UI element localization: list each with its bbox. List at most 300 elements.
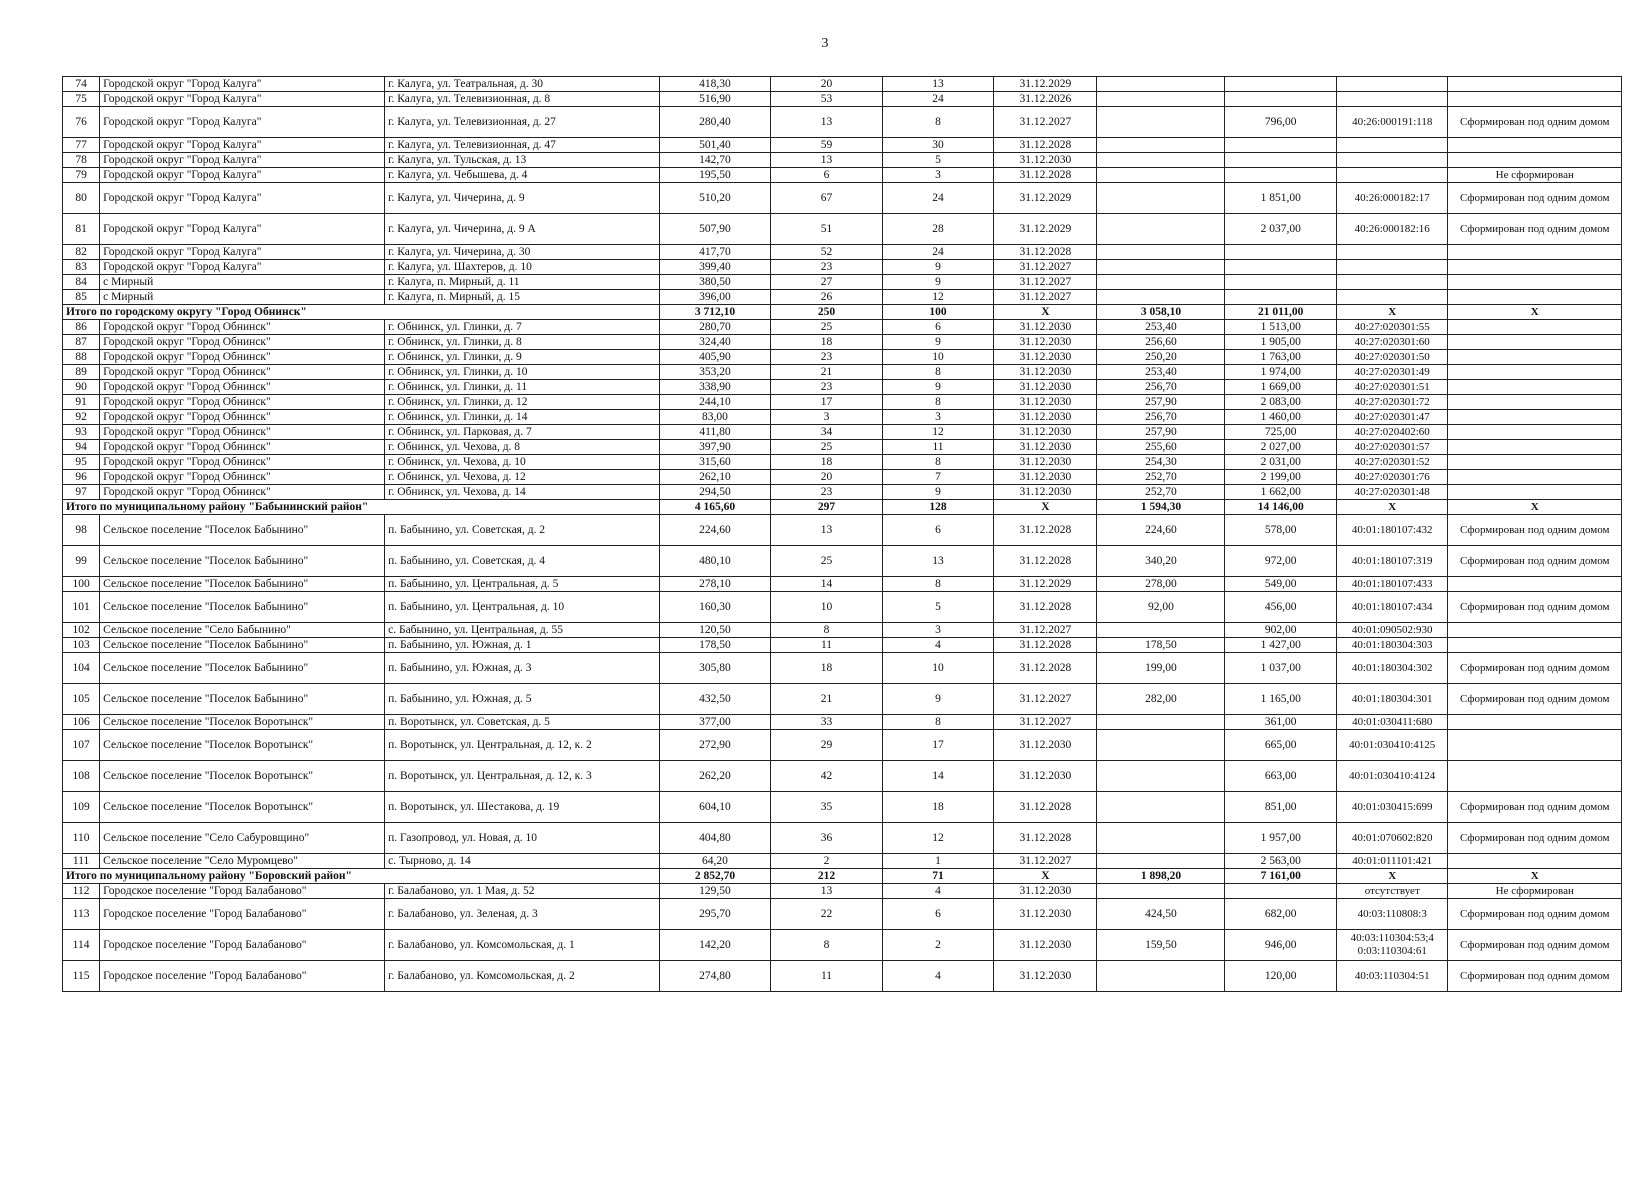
date-cell: 31.12.2030 bbox=[994, 961, 1097, 992]
flats-cell: 9 bbox=[882, 335, 994, 350]
area2-cell: 257,90 bbox=[1097, 395, 1225, 410]
table-row bbox=[63, 425, 1622, 440]
area-cell: 83,00 bbox=[659, 410, 771, 425]
row-number: 79 bbox=[63, 168, 100, 183]
residents-cell: 26 bbox=[771, 290, 883, 305]
address-cell: г. Балабаново, ул. Комсомольская, д. 1 bbox=[385, 930, 660, 961]
area-cell: 4 165,60 bbox=[659, 500, 771, 515]
municipality-cell: Городской округ "Город Калуга" bbox=[100, 260, 385, 275]
cadastral-cell: X bbox=[1336, 305, 1448, 320]
table-row bbox=[63, 715, 1622, 730]
table-row bbox=[63, 485, 1622, 500]
cadastral-cell: 40:01:090502:930 bbox=[1336, 623, 1448, 638]
cadastral-cell: 40:26:000182:16 bbox=[1336, 214, 1448, 245]
address-cell: г. Обнинск, ул. Глинки, д. 7 bbox=[385, 320, 660, 335]
total-row bbox=[63, 305, 1622, 320]
municipality-cell: Сельское поселение "Поселок Воротынск" bbox=[100, 715, 385, 730]
cadastral-cell bbox=[1336, 77, 1448, 92]
row-number: 86 bbox=[63, 320, 100, 335]
date-cell: 31.12.2030 bbox=[994, 320, 1097, 335]
date-cell: 31.12.2027 bbox=[994, 260, 1097, 275]
residents-cell: 297 bbox=[771, 500, 883, 515]
cadastral-cell: 40:26:000182:17 bbox=[1336, 183, 1448, 214]
area-cell: 338,90 bbox=[659, 380, 771, 395]
area2-cell: 424,50 bbox=[1097, 899, 1225, 930]
address-cell: г. Калуга, ул. Телевизионная, д. 27 bbox=[385, 107, 660, 138]
land-area-cell: 972,00 bbox=[1225, 546, 1337, 577]
date-cell: 31.12.2029 bbox=[994, 77, 1097, 92]
total-label: Итого по муниципальному району "Бабынинский район" bbox=[63, 500, 660, 515]
date-cell: X bbox=[994, 305, 1097, 320]
residents-cell: 23 bbox=[771, 380, 883, 395]
row-number: 108 bbox=[63, 761, 100, 792]
cadastral-cell: 40:01:180107:319 bbox=[1336, 546, 1448, 577]
area2-cell: 199,00 bbox=[1097, 653, 1225, 684]
address-cell: г. Калуга, ул. Чичерина, д. 9 bbox=[385, 183, 660, 214]
area2-cell bbox=[1097, 214, 1225, 245]
land-area-cell: 2 027,00 bbox=[1225, 440, 1337, 455]
total-row bbox=[63, 500, 1622, 515]
area2-cell bbox=[1097, 792, 1225, 823]
date-cell: 31.12.2030 bbox=[994, 350, 1097, 365]
area-cell: 294,50 bbox=[659, 485, 771, 500]
residents-cell: 25 bbox=[771, 546, 883, 577]
area-cell: 262,20 bbox=[659, 761, 771, 792]
address-cell: г. Обнинск, ул. Чехова, д. 12 bbox=[385, 470, 660, 485]
residents-cell: 8 bbox=[771, 623, 883, 638]
cadastral-cell bbox=[1336, 275, 1448, 290]
residents-cell: 2 bbox=[771, 854, 883, 869]
residents-cell: 3 bbox=[771, 410, 883, 425]
residents-cell: 11 bbox=[771, 961, 883, 992]
row-number: 104 bbox=[63, 653, 100, 684]
municipality-cell: с Мирный bbox=[100, 275, 385, 290]
municipality-cell: Сельское поселение "Поселок Воротынск" bbox=[100, 730, 385, 761]
address-cell: п. Бабынино, ул. Южная, д. 5 bbox=[385, 684, 660, 715]
table-row bbox=[63, 792, 1622, 823]
row-number: 81 bbox=[63, 214, 100, 245]
status-cell bbox=[1448, 715, 1622, 730]
municipality-cell: Городской округ "Город Калуга" bbox=[100, 77, 385, 92]
date-cell: X bbox=[994, 500, 1097, 515]
cadastral-cell: 40:01:030410:4124 bbox=[1336, 761, 1448, 792]
residents-cell: 8 bbox=[771, 930, 883, 961]
row-number: 95 bbox=[63, 455, 100, 470]
land-area-cell: 1 662,00 bbox=[1225, 485, 1337, 500]
area-cell: 224,60 bbox=[659, 515, 771, 546]
row-number: 101 bbox=[63, 592, 100, 623]
area-cell: 404,80 bbox=[659, 823, 771, 854]
residents-cell: 10 bbox=[771, 592, 883, 623]
land-area-cell: 549,00 bbox=[1225, 577, 1337, 592]
cadastral-cell: 40:27:020301:50 bbox=[1336, 350, 1448, 365]
land-area-cell bbox=[1225, 138, 1337, 153]
status-cell: Сформирован под одним домом bbox=[1448, 515, 1622, 546]
flats-cell: 3 bbox=[882, 623, 994, 638]
status-cell bbox=[1448, 638, 1622, 653]
table-body bbox=[63, 77, 1622, 992]
flats-cell: 6 bbox=[882, 515, 994, 546]
date-cell: 31.12.2027 bbox=[994, 623, 1097, 638]
land-area-cell: 1 427,00 bbox=[1225, 638, 1337, 653]
address-cell: г. Калуга, ул. Театральная, д. 30 bbox=[385, 77, 660, 92]
flats-cell: 14 bbox=[882, 761, 994, 792]
date-cell: 31.12.2027 bbox=[994, 290, 1097, 305]
row-number: 77 bbox=[63, 138, 100, 153]
municipality-cell: Сельское поселение "Село Бабынино" bbox=[100, 623, 385, 638]
area-cell: 516,90 bbox=[659, 92, 771, 107]
address-cell: г. Обнинск, ул. Глинки, д. 9 bbox=[385, 350, 660, 365]
address-cell: г. Обнинск, ул. Глинки, д. 8 bbox=[385, 335, 660, 350]
housing-table bbox=[62, 76, 1622, 992]
area-cell: 142,20 bbox=[659, 930, 771, 961]
table-row bbox=[63, 107, 1622, 138]
total-label: Итого по городскому округу "Город Обнинск" bbox=[63, 305, 660, 320]
area-cell: 160,30 bbox=[659, 592, 771, 623]
area-cell: 432,50 bbox=[659, 684, 771, 715]
cadastral-cell: 40:27:020301:52 bbox=[1336, 455, 1448, 470]
residents-cell: 18 bbox=[771, 335, 883, 350]
area2-cell bbox=[1097, 761, 1225, 792]
area-cell: 244,10 bbox=[659, 395, 771, 410]
flats-cell: 8 bbox=[882, 365, 994, 380]
address-cell: г. Калуга, п. Мирный, д. 15 bbox=[385, 290, 660, 305]
land-area-cell: 902,00 bbox=[1225, 623, 1337, 638]
date-cell: 31.12.2027 bbox=[994, 684, 1097, 715]
table-row bbox=[63, 290, 1622, 305]
land-area-cell: 1 165,00 bbox=[1225, 684, 1337, 715]
municipality-cell: Городской округ "Город Обнинск" bbox=[100, 365, 385, 380]
land-area-cell: 1 460,00 bbox=[1225, 410, 1337, 425]
row-number: 105 bbox=[63, 684, 100, 715]
address-cell: с. Тырново, д. 14 bbox=[385, 854, 660, 869]
municipality-cell: Городской округ "Город Калуга" bbox=[100, 107, 385, 138]
date-cell: 31.12.2028 bbox=[994, 638, 1097, 653]
municipality-cell: Сельское поселение "Поселок Воротынск" bbox=[100, 761, 385, 792]
row-number: 113 bbox=[63, 899, 100, 930]
date-cell: 31.12.2028 bbox=[994, 138, 1097, 153]
municipality-cell: с Мирный bbox=[100, 290, 385, 305]
land-area-cell bbox=[1225, 245, 1337, 260]
residents-cell: 23 bbox=[771, 260, 883, 275]
area-cell: 604,10 bbox=[659, 792, 771, 823]
residents-cell: 20 bbox=[771, 470, 883, 485]
flats-cell: 9 bbox=[882, 380, 994, 395]
row-number: 102 bbox=[63, 623, 100, 638]
residents-cell: 23 bbox=[771, 485, 883, 500]
residents-cell: 52 bbox=[771, 245, 883, 260]
address-cell: п. Бабынино, ул. Южная, д. 1 bbox=[385, 638, 660, 653]
address-cell: г. Калуга, ул. Тульская, д. 13 bbox=[385, 153, 660, 168]
address-cell: п. Бабынино, ул. Южная, д. 3 bbox=[385, 653, 660, 684]
municipality-cell: Городской округ "Город Калуга" bbox=[100, 168, 385, 183]
date-cell: 31.12.2030 bbox=[994, 425, 1097, 440]
row-number: 84 bbox=[63, 275, 100, 290]
area2-cell: 282,00 bbox=[1097, 684, 1225, 715]
municipality-cell: Городской округ "Город Калуга" bbox=[100, 183, 385, 214]
land-area-cell: 725,00 bbox=[1225, 425, 1337, 440]
land-area-cell: 1 669,00 bbox=[1225, 380, 1337, 395]
address-cell: п. Воротынск, ул. Шестакова, д. 19 bbox=[385, 792, 660, 823]
cadastral-cell: 40:01:180304:301 bbox=[1336, 684, 1448, 715]
municipality-cell: Городской округ "Город Обнинск" bbox=[100, 335, 385, 350]
flats-cell: 30 bbox=[882, 138, 994, 153]
municipality-cell: Городской округ "Город Обнинск" bbox=[100, 485, 385, 500]
land-area-cell bbox=[1225, 77, 1337, 92]
cadastral-cell: 40:01:030411:680 bbox=[1336, 715, 1448, 730]
flats-cell: 9 bbox=[882, 275, 994, 290]
address-cell: г. Балабаново, ул. Комсомольская, д. 2 bbox=[385, 961, 660, 992]
land-area-cell bbox=[1225, 92, 1337, 107]
area-cell: 411,80 bbox=[659, 425, 771, 440]
date-cell: 31.12.2028 bbox=[994, 592, 1097, 623]
table-row bbox=[63, 440, 1622, 455]
area2-cell: 252,70 bbox=[1097, 485, 1225, 500]
table-row bbox=[63, 183, 1622, 214]
area-cell: 280,40 bbox=[659, 107, 771, 138]
table-row bbox=[63, 730, 1622, 761]
status-cell bbox=[1448, 395, 1622, 410]
area-cell: 64,20 bbox=[659, 854, 771, 869]
date-cell: 31.12.2028 bbox=[994, 792, 1097, 823]
land-area-cell bbox=[1225, 260, 1337, 275]
land-area-cell: 663,00 bbox=[1225, 761, 1337, 792]
flats-cell: 2 bbox=[882, 930, 994, 961]
date-cell: X bbox=[994, 869, 1097, 884]
flats-cell: 128 bbox=[882, 500, 994, 515]
status-cell: Сформирован под одним домом bbox=[1448, 899, 1622, 930]
municipality-cell: Городской округ "Город Калуга" bbox=[100, 245, 385, 260]
date-cell: 31.12.2027 bbox=[994, 715, 1097, 730]
municipality-cell: Сельское поселение "Поселок Бабынино" bbox=[100, 592, 385, 623]
land-area-cell: 1 957,00 bbox=[1225, 823, 1337, 854]
municipality-cell: Сельское поселение "Поселок Бабынино" bbox=[100, 653, 385, 684]
area-cell: 278,10 bbox=[659, 577, 771, 592]
flats-cell: 100 bbox=[882, 305, 994, 320]
area-cell: 377,00 bbox=[659, 715, 771, 730]
table-row bbox=[63, 92, 1622, 107]
table-row bbox=[63, 515, 1622, 546]
row-number: 112 bbox=[63, 884, 100, 899]
municipality-cell: Городской округ "Город Обнинск" bbox=[100, 440, 385, 455]
area2-cell: 253,40 bbox=[1097, 320, 1225, 335]
status-cell: Сформирован под одним домом bbox=[1448, 653, 1622, 684]
page-number: 3 bbox=[821, 36, 829, 51]
area-cell: 417,70 bbox=[659, 245, 771, 260]
status-cell bbox=[1448, 485, 1622, 500]
area-cell: 418,30 bbox=[659, 77, 771, 92]
row-number: 85 bbox=[63, 290, 100, 305]
municipality-cell: Городской округ "Город Обнинск" bbox=[100, 350, 385, 365]
date-cell: 31.12.2029 bbox=[994, 183, 1097, 214]
cadastral-cell: X bbox=[1336, 869, 1448, 884]
row-number: 82 bbox=[63, 245, 100, 260]
cadastral-cell bbox=[1336, 290, 1448, 305]
row-number: 106 bbox=[63, 715, 100, 730]
table-row bbox=[63, 365, 1622, 380]
table-row bbox=[63, 395, 1622, 410]
area2-cell bbox=[1097, 168, 1225, 183]
municipality-cell: Городской округ "Город Калуга" bbox=[100, 214, 385, 245]
address-cell: п. Бабынино, ул. Советская, д. 2 bbox=[385, 515, 660, 546]
table-row bbox=[63, 77, 1622, 92]
address-cell: г. Обнинск, ул. Чехова, д. 8 bbox=[385, 440, 660, 455]
area-cell: 272,90 bbox=[659, 730, 771, 761]
date-cell: 31.12.2028 bbox=[994, 245, 1097, 260]
status-cell: Не сформирован bbox=[1448, 884, 1622, 899]
status-cell bbox=[1448, 138, 1622, 153]
table-row bbox=[63, 884, 1622, 899]
address-cell: п. Воротынск, ул. Центральная, д. 12, к. 2 bbox=[385, 730, 660, 761]
status-cell: Сформирован под одним домом bbox=[1448, 684, 1622, 715]
status-cell: Сформирован под одним домом bbox=[1448, 823, 1622, 854]
address-cell: г. Калуга, ул. Телевизионная, д. 8 bbox=[385, 92, 660, 107]
address-cell: г. Балабаново, ул. 1 Мая, д. 52 bbox=[385, 884, 660, 899]
address-cell: г. Обнинск, ул. Глинки, д. 12 bbox=[385, 395, 660, 410]
residents-cell: 21 bbox=[771, 684, 883, 715]
area-cell: 380,50 bbox=[659, 275, 771, 290]
residents-cell: 25 bbox=[771, 320, 883, 335]
land-area-cell: 2 031,00 bbox=[1225, 455, 1337, 470]
status-cell bbox=[1448, 470, 1622, 485]
date-cell: 31.12.2030 bbox=[994, 335, 1097, 350]
address-cell: г. Обнинск, ул. Глинки, д. 10 bbox=[385, 365, 660, 380]
table-row bbox=[63, 455, 1622, 470]
cadastral-cell: 40:03:110304:51 bbox=[1336, 961, 1448, 992]
table-row bbox=[63, 854, 1622, 869]
cadastral-cell: отсутствует bbox=[1336, 884, 1448, 899]
address-cell: г. Обнинск, ул. Парковая, д. 7 bbox=[385, 425, 660, 440]
residents-cell: 18 bbox=[771, 653, 883, 684]
date-cell: 31.12.2030 bbox=[994, 884, 1097, 899]
row-number: 90 bbox=[63, 380, 100, 395]
land-area-cell: 665,00 bbox=[1225, 730, 1337, 761]
residents-cell: 20 bbox=[771, 77, 883, 92]
row-number: 78 bbox=[63, 153, 100, 168]
municipality-cell: Городской округ "Город Обнинск" bbox=[100, 320, 385, 335]
table-row bbox=[63, 899, 1622, 930]
area-cell: 353,20 bbox=[659, 365, 771, 380]
flats-cell: 12 bbox=[882, 823, 994, 854]
date-cell: 31.12.2028 bbox=[994, 546, 1097, 577]
land-area-cell: 14 146,00 bbox=[1225, 500, 1337, 515]
date-cell: 31.12.2030 bbox=[994, 455, 1097, 470]
area2-cell bbox=[1097, 183, 1225, 214]
area-cell: 305,80 bbox=[659, 653, 771, 684]
flats-cell: 3 bbox=[882, 168, 994, 183]
status-cell: X bbox=[1448, 869, 1622, 884]
land-area-cell: 2 037,00 bbox=[1225, 214, 1337, 245]
date-cell: 31.12.2030 bbox=[994, 930, 1097, 961]
flats-cell: 4 bbox=[882, 884, 994, 899]
date-cell: 31.12.2027 bbox=[994, 107, 1097, 138]
date-cell: 31.12.2028 bbox=[994, 823, 1097, 854]
row-number: 98 bbox=[63, 515, 100, 546]
area-cell: 178,50 bbox=[659, 638, 771, 653]
row-number: 103 bbox=[63, 638, 100, 653]
cadastral-cell: 40:01:180107:433 bbox=[1336, 577, 1448, 592]
land-area-cell: 946,00 bbox=[1225, 930, 1337, 961]
area-cell: 501,40 bbox=[659, 138, 771, 153]
table-row bbox=[63, 245, 1622, 260]
address-cell: г. Обнинск, ул. Чехова, д. 14 bbox=[385, 485, 660, 500]
municipality-cell: Городской округ "Город Калуга" bbox=[100, 92, 385, 107]
area2-cell bbox=[1097, 245, 1225, 260]
address-cell: г. Калуга, ул. Чичерина, д. 30 bbox=[385, 245, 660, 260]
address-cell: п. Бабынино, ул. Центральная, д. 10 bbox=[385, 592, 660, 623]
status-cell bbox=[1448, 365, 1622, 380]
area2-cell: 1 594,30 bbox=[1097, 500, 1225, 515]
date-cell: 31.12.2027 bbox=[994, 854, 1097, 869]
cadastral-cell: 40:01:180107:434 bbox=[1336, 592, 1448, 623]
municipality-cell: Городской округ "Город Обнинск" bbox=[100, 425, 385, 440]
flats-cell: 8 bbox=[882, 395, 994, 410]
date-cell: 31.12.2028 bbox=[994, 515, 1097, 546]
cadastral-cell: 40:03:110304:53;4 0:03:110304:61 bbox=[1336, 930, 1448, 961]
municipality-cell: Городское поселение "Город Балабаново" bbox=[100, 961, 385, 992]
table-row bbox=[63, 470, 1622, 485]
cadastral-cell: 40:01:180304:303 bbox=[1336, 638, 1448, 653]
area-cell: 262,10 bbox=[659, 470, 771, 485]
flats-cell: 18 bbox=[882, 792, 994, 823]
status-cell: X bbox=[1448, 500, 1622, 515]
address-cell: с. Бабынино, ул. Центральная, д. 55 bbox=[385, 623, 660, 638]
status-cell: Сформирован под одним домом bbox=[1448, 961, 1622, 992]
area2-cell bbox=[1097, 107, 1225, 138]
municipality-cell: Городской округ "Город Обнинск" bbox=[100, 470, 385, 485]
table-row bbox=[63, 153, 1622, 168]
status-cell: Сформирован под одним домом bbox=[1448, 183, 1622, 214]
cadastral-cell: 40:01:180304:302 bbox=[1336, 653, 1448, 684]
row-number: 89 bbox=[63, 365, 100, 380]
residents-cell: 29 bbox=[771, 730, 883, 761]
address-cell: г. Калуга, ул. Чебышева, д. 4 bbox=[385, 168, 660, 183]
row-number: 94 bbox=[63, 440, 100, 455]
residents-cell: 21 bbox=[771, 365, 883, 380]
municipality-cell: Сельское поселение "Поселок Бабынино" bbox=[100, 515, 385, 546]
cadastral-cell: 40:27:020301:47 bbox=[1336, 410, 1448, 425]
status-cell bbox=[1448, 761, 1622, 792]
flats-cell: 5 bbox=[882, 153, 994, 168]
cadastral-cell bbox=[1336, 138, 1448, 153]
row-number: 83 bbox=[63, 260, 100, 275]
area-cell: 315,60 bbox=[659, 455, 771, 470]
status-cell bbox=[1448, 380, 1622, 395]
date-cell: 31.12.2028 bbox=[994, 653, 1097, 684]
address-cell: г. Балабаново, ул. Зеленая, д. 3 bbox=[385, 899, 660, 930]
flats-cell: 13 bbox=[882, 77, 994, 92]
area2-cell bbox=[1097, 884, 1225, 899]
area2-cell bbox=[1097, 153, 1225, 168]
status-cell bbox=[1448, 410, 1622, 425]
area-cell: 2 852,70 bbox=[659, 869, 771, 884]
date-cell: 31.12.2028 bbox=[994, 168, 1097, 183]
area-cell: 507,90 bbox=[659, 214, 771, 245]
municipality-cell: Сельское поселение "Поселок Бабынино" bbox=[100, 684, 385, 715]
address-cell: п. Бабынино, ул. Центральная, д. 5 bbox=[385, 577, 660, 592]
table-row bbox=[63, 214, 1622, 245]
row-number: 115 bbox=[63, 961, 100, 992]
status-cell bbox=[1448, 350, 1622, 365]
land-area-cell: 361,00 bbox=[1225, 715, 1337, 730]
area2-cell: 92,00 bbox=[1097, 592, 1225, 623]
status-cell bbox=[1448, 730, 1622, 761]
municipality-cell: Городское поселение "Город Балабаново" bbox=[100, 930, 385, 961]
municipality-cell: Сельское поселение "Село Муромцево" bbox=[100, 854, 385, 869]
flats-cell: 3 bbox=[882, 410, 994, 425]
table-row bbox=[63, 168, 1622, 183]
flats-cell: 6 bbox=[882, 899, 994, 930]
